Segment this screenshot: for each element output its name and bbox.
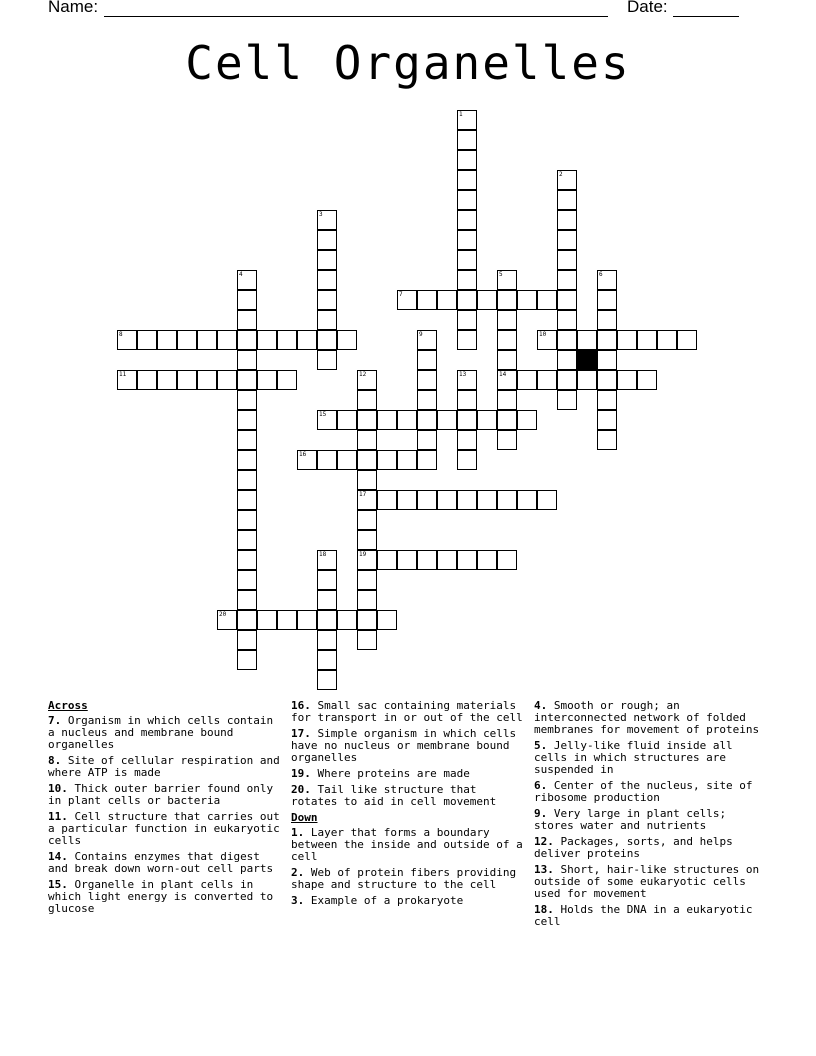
crossword-cell[interactable]	[477, 410, 497, 430]
crossword-cell[interactable]	[497, 290, 517, 310]
crossword-cell[interactable]	[457, 410, 477, 430]
clue-down-12: 12. Packages, sorts, and helps deliver proteins	[534, 835, 733, 860]
crossword-cell[interactable]	[497, 430, 517, 450]
crossword-cell[interactable]	[397, 410, 417, 430]
crossword-cell[interactable]	[157, 330, 177, 350]
crossword-cell[interactable]	[557, 190, 577, 210]
crossword-cell[interactable]	[277, 330, 297, 350]
clue-across-17: 17. Simple organism in which cells have no nucleus or membrane bound organelles	[291, 727, 517, 764]
crossword-cell[interactable]	[317, 230, 337, 250]
crossword-cell[interactable]	[517, 490, 537, 510]
clue-number-label: 1	[459, 111, 463, 118]
crossword-cell[interactable]	[477, 550, 497, 570]
crossword-cell[interactable]	[237, 390, 257, 410]
crossword-cell[interactable]	[537, 370, 557, 390]
clue-column-1	[48, 700, 280, 919]
crossword-cell[interactable]	[417, 390, 437, 410]
crossword-cell[interactable]	[417, 450, 437, 470]
crossword-cell[interactable]	[317, 610, 337, 630]
crossword-cell[interactable]	[457, 450, 477, 470]
crossword-cell[interactable]	[457, 270, 477, 290]
crossword-cell[interactable]	[237, 570, 257, 590]
crossword-cell[interactable]	[557, 210, 577, 230]
crossword-cell[interactable]	[417, 430, 437, 450]
crossword-cell[interactable]	[257, 330, 277, 350]
crossword-cell[interactable]	[457, 490, 477, 510]
crossword-cell[interactable]	[237, 430, 257, 450]
crossword-cell[interactable]	[237, 450, 257, 470]
crossword-cell[interactable]	[557, 230, 577, 250]
clue-number-label: 16	[299, 451, 307, 458]
clue-across-11: 11. Cell structure that carries out a particular function in eukaryotic cells	[48, 810, 280, 847]
crossword-cell[interactable]	[457, 330, 477, 350]
crossword-cell[interactable]	[557, 350, 577, 370]
clue-down-6: 6. Center of the nucleus, site of ribosome production	[534, 779, 753, 804]
crossword-cell[interactable]	[137, 330, 157, 350]
clue-number-label: 5	[499, 271, 503, 278]
crossword-cell[interactable]	[417, 290, 437, 310]
crossword-cell[interactable]	[337, 330, 357, 350]
crossword-cell[interactable]	[377, 610, 397, 630]
crossword-cell[interactable]	[497, 310, 517, 330]
crossword-cell[interactable]	[477, 290, 497, 310]
crossword-cell[interactable]	[337, 610, 357, 630]
crossword-cell[interactable]	[457, 230, 477, 250]
clue-number-label: 18	[319, 551, 327, 558]
clue-column-3	[534, 700, 766, 932]
clue-number-label: 9	[419, 331, 423, 338]
clue-number-label: 2	[559, 171, 563, 178]
clue-number-label: 3	[319, 211, 323, 218]
crossword-cell[interactable]	[657, 330, 677, 350]
crossword-cell[interactable]	[677, 330, 697, 350]
crossword-cell[interactable]	[497, 350, 517, 370]
clue-across-14: 14. Contains enzymes that digest and break down worn-out cell parts	[48, 850, 274, 875]
clue-number-label: 7	[399, 291, 403, 298]
crossword-cell[interactable]	[597, 430, 617, 450]
crossword-cell[interactable]	[357, 390, 377, 410]
clue-across-19: 19. Where proteins are made	[291, 767, 470, 780]
crossword-cell[interactable]	[457, 130, 477, 150]
crossword-cell[interactable]	[597, 370, 617, 390]
crossword-cell[interactable]	[317, 350, 337, 370]
crossword-cell[interactable]	[357, 610, 377, 630]
crossword-cell[interactable]	[197, 370, 217, 390]
crossword-cell[interactable]	[257, 610, 277, 630]
crossword-cell[interactable]	[597, 350, 617, 370]
crossword-cell[interactable]	[417, 410, 437, 430]
clue-down-9: 9. Very large in plant cells; stores water and nutrients	[534, 807, 727, 832]
clue-number-label: 8	[119, 331, 123, 338]
crossword-cell[interactable]	[417, 550, 437, 570]
crossword-cell[interactable]	[517, 290, 537, 310]
crossword-cell[interactable]	[557, 290, 577, 310]
clue-number-label: 12	[359, 371, 367, 378]
down-heading: Down	[291, 811, 318, 824]
clue-down-1: 1. Layer that forms a boundary between the inside and outside of a cell	[291, 826, 523, 863]
crossword-cell[interactable]	[557, 390, 577, 410]
crossword-cell[interactable]	[557, 330, 577, 350]
clue-down-5: 5. Jelly-like fluid inside all cells in which structures are suspended in	[534, 739, 733, 776]
clue-number-label: 10	[539, 331, 547, 338]
crossword-cell[interactable]	[457, 170, 477, 190]
crossword-cell[interactable]	[237, 650, 257, 670]
crossword-cell[interactable]	[237, 530, 257, 550]
crossword-cell[interactable]	[457, 250, 477, 270]
crossword-cell[interactable]	[457, 290, 477, 310]
crossword-black-cell	[577, 350, 597, 370]
crossword-cell[interactable]	[357, 430, 377, 450]
crossword-cell[interactable]	[237, 630, 257, 650]
clue-down-18: 18. Holds the DNA in a eukaryotic cell	[534, 903, 753, 928]
crossword-cell[interactable]	[637, 370, 657, 390]
crossword-cell[interactable]	[317, 450, 337, 470]
clue-number-label: 20	[219, 611, 227, 618]
crossword-cell[interactable]	[177, 370, 197, 390]
crossword-cell[interactable]	[557, 370, 577, 390]
crossword-cell[interactable]	[597, 390, 617, 410]
crossword-cell[interactable]	[357, 470, 377, 490]
crossword-cell[interactable]	[137, 370, 157, 390]
crossword-cell[interactable]	[357, 510, 377, 530]
crossword-cell[interactable]	[477, 490, 497, 510]
crossword-cell[interactable]	[317, 630, 337, 650]
clue-down-3: 3. Example of a prokaryote	[291, 894, 464, 907]
crossword-cell[interactable]	[617, 330, 637, 350]
clue-number-label: 17	[359, 491, 367, 498]
crossword-cell[interactable]	[617, 370, 637, 390]
clue-down-13: 13. Short, hair-like structures on outside of some eukaryotic cells used for movement	[534, 863, 760, 900]
crossword-cell[interactable]	[357, 410, 377, 430]
clue-down-4: 4. Smooth or rough; an interconnected network of folded membranes for movement of proteins	[534, 699, 760, 736]
crossword-cell[interactable]	[237, 550, 257, 570]
crossword-cell[interactable]	[517, 370, 537, 390]
name-label: Name:	[48, 0, 99, 16]
crossword-cell[interactable]	[417, 370, 437, 390]
clue-across-7: 7. Organism in which cells contain a nucleus and membrane bound organelles	[48, 714, 274, 751]
crossword-cell[interactable]	[457, 430, 477, 450]
crossword-cell[interactable]	[497, 490, 517, 510]
crossword-cell[interactable]	[317, 250, 337, 270]
crossword-cell[interactable]	[497, 330, 517, 350]
crossword-cell[interactable]	[537, 290, 557, 310]
crossword-cell[interactable]	[177, 330, 197, 350]
clue-across-20: 20. Tail like structure that rotates to aid in cell movement	[291, 783, 497, 808]
crossword-cell[interactable]	[357, 450, 377, 470]
crossword-cell[interactable]	[557, 270, 577, 290]
crossword-cell[interactable]	[297, 330, 317, 350]
crossword-cell[interactable]	[357, 530, 377, 550]
crossword-cell[interactable]	[437, 550, 457, 570]
crossword-cell[interactable]	[577, 370, 597, 390]
crossword-cell[interactable]	[377, 550, 397, 570]
crossword-cell[interactable]	[277, 610, 297, 630]
crossword-cell[interactable]	[317, 650, 337, 670]
clue-number-label: 4	[239, 271, 243, 278]
crossword-cell[interactable]	[257, 370, 277, 390]
crossword-cell[interactable]	[397, 550, 417, 570]
crossword-cell[interactable]	[457, 210, 477, 230]
crossword-cell[interactable]	[157, 370, 177, 390]
clue-number-label: 14	[499, 371, 507, 378]
crossword-cell[interactable]	[237, 470, 257, 490]
crossword-cell[interactable]	[317, 670, 337, 690]
crossword-cell[interactable]	[597, 330, 617, 350]
crossword-cell[interactable]	[237, 610, 257, 630]
crossword-cell[interactable]	[537, 490, 557, 510]
crossword-cell[interactable]	[637, 330, 657, 350]
crossword-cell[interactable]	[377, 490, 397, 510]
crossword-cell[interactable]	[397, 450, 417, 470]
crossword-cell[interactable]	[497, 550, 517, 570]
crossword-cell[interactable]	[317, 310, 337, 330]
crossword-cell[interactable]	[497, 390, 517, 410]
crossword-cell[interactable]	[497, 410, 517, 430]
crossword-cell[interactable]	[237, 310, 257, 330]
crossword-cell[interactable]	[417, 350, 437, 370]
clue-number-label: 6	[599, 271, 603, 278]
crossword-cell[interactable]	[337, 410, 357, 430]
crossword-cell[interactable]	[337, 450, 357, 470]
crossword-cell[interactable]	[457, 150, 477, 170]
crossword-cell[interactable]	[237, 490, 257, 510]
crossword-cell[interactable]	[437, 410, 457, 430]
crossword-cell[interactable]	[317, 270, 337, 290]
crossword-cell[interactable]	[277, 370, 297, 390]
crossword-cell[interactable]	[197, 330, 217, 350]
clue-across-15: 15. Organelle in plant cells in which light energy is converted to glucose	[48, 878, 274, 915]
crossword-cell[interactable]	[377, 450, 397, 470]
across-heading: Across	[48, 699, 88, 712]
crossword-cell[interactable]	[597, 310, 617, 330]
crossword-cell[interactable]	[357, 570, 377, 590]
crossword-cell[interactable]	[397, 490, 417, 510]
crossword-cell[interactable]	[457, 390, 477, 410]
crossword-cell[interactable]	[237, 370, 257, 390]
clue-across-10: 10. Thick outer barrier found only in plant cells or bacteria	[48, 782, 274, 807]
clue-across-8: 8. Site of cellular respiration and where ATP is made	[48, 754, 280, 779]
clue-number-label: 19	[359, 551, 367, 558]
crossword-cell[interactable]	[577, 330, 597, 350]
crossword-cell[interactable]	[217, 330, 237, 350]
crossword-cell[interactable]	[317, 290, 337, 310]
crossword-cell[interactable]	[237, 590, 257, 610]
crossword-cell[interactable]	[237, 510, 257, 530]
crossword-cell[interactable]	[597, 290, 617, 310]
crossword-cell[interactable]	[317, 590, 337, 610]
crossword-cell[interactable]	[237, 330, 257, 350]
crossword-cell[interactable]	[557, 310, 577, 330]
crossword-cell[interactable]	[357, 590, 377, 610]
crossword-cell[interactable]	[237, 290, 257, 310]
crossword-cell[interactable]	[377, 410, 397, 430]
crossword-cell[interactable]	[317, 330, 337, 350]
crossword-cell[interactable]	[417, 490, 437, 510]
date-label: Date:	[627, 0, 668, 16]
clue-number-label: 13	[459, 371, 467, 378]
crossword-cell[interactable]	[437, 290, 457, 310]
crossword-cell[interactable]	[357, 630, 377, 650]
page-title: Cell Organelles	[185, 36, 631, 90]
clue-number-label: 15	[319, 411, 327, 418]
crossword-cell[interactable]	[517, 410, 537, 430]
crossword-cell[interactable]	[237, 350, 257, 370]
crossword-cell[interactable]	[557, 250, 577, 270]
crossword-cell[interactable]	[237, 410, 257, 430]
clue-across-16: 16. Small sac containing materials for transport in or out of the cell	[291, 699, 523, 724]
crossword-cell[interactable]	[217, 370, 237, 390]
crossword-cell[interactable]	[457, 550, 477, 570]
crossword-cell[interactable]	[457, 190, 477, 210]
clue-column-2	[291, 700, 523, 911]
clue-down-2: 2. Web of protein fibers providing shape and structure to the cell	[291, 866, 517, 891]
crossword-cell[interactable]	[297, 610, 317, 630]
crossword-cell[interactable]	[457, 310, 477, 330]
crossword-cell[interactable]	[437, 490, 457, 510]
crossword-cell[interactable]	[317, 570, 337, 590]
clue-number-label: 11	[119, 371, 127, 378]
crossword-cell[interactable]	[597, 410, 617, 430]
